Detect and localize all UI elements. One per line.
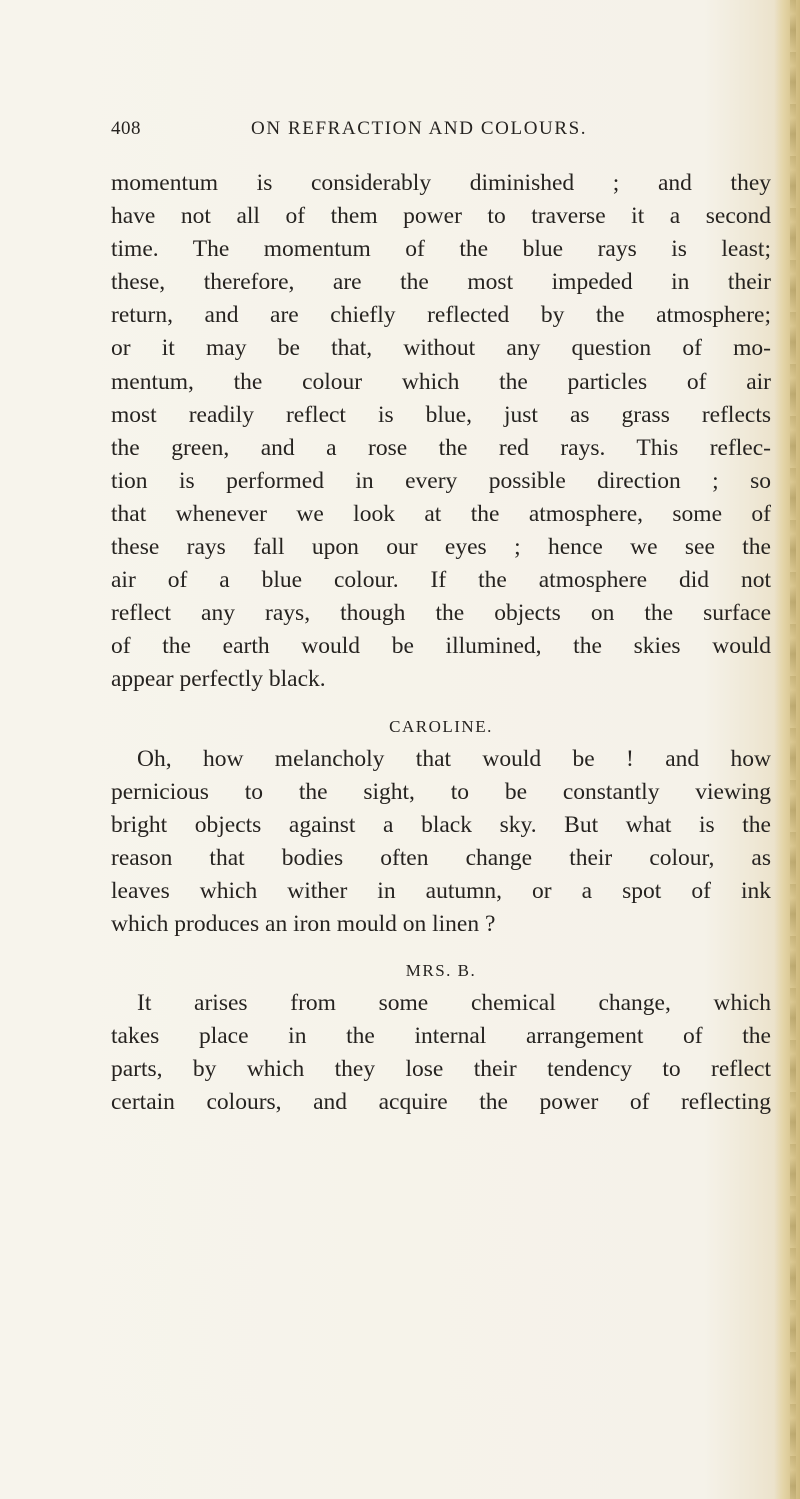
text-line: have not all of them power to traverse it a second [111,203,771,230]
paragraph-3 [111,987,771,1119]
text-line: return, and are chiefly reflected by the atmosphere; [111,302,771,329]
text-line: air of a blue colour. If the atmosphere did not [111,567,771,594]
text-line: of the earth would be illumined, the skies would [111,633,771,660]
text-line: certain colours, and acquire the power of reflecting [111,1089,771,1116]
paragraph-2 [111,743,771,942]
text-line: these rays fall upon our eyes ; hence we see the [111,534,771,561]
text-line: momentum is considerably diminished ; and they [111,170,771,196]
body-text [111,167,771,1119]
text-line: these, therefore, are the most impeded in their [111,269,771,296]
running-head: ON REFRACTION AND COLOURS. [251,118,588,139]
page-header [111,118,651,146]
text-line: which produces an iron mould on linen ? [111,910,496,937]
page-edge [774,0,800,1499]
text-line: tion is performed in every possible direction ; so [111,467,771,494]
text-line: parts, by which they lose their tendency to reflect [111,1056,771,1083]
text-line: mentum, the colour which the particles of air [111,368,771,395]
text-line: takes place in the internal arrangement of the [111,1023,771,1050]
speaker-mrs-b: MRS. B. [405,961,477,981]
text-line: that whenever we look at the atmosphere, some of [111,500,771,527]
text-line: It arises from some chemical change, which [137,990,771,1017]
paragraph-1 [111,167,771,697]
text-line: appear perfectly black. [111,666,326,693]
text-line: time. The momentum of the blue rays is least; [111,236,771,263]
text-line: the green, and a rose the red rays. This reflec- [111,434,771,461]
text-line: Oh, how melancholy that would be ! and how [137,745,771,772]
text-line: pernicious to the sight, to be constantly viewing [111,778,771,805]
text-line: most readily reflect is blue, just as grass reflects [111,401,771,428]
page-edge-shadow [790,0,796,1499]
text-line: reason that bodies often change their colour, as [111,844,771,871]
text-line: reflect any rays, though the objects on the surface [111,600,771,627]
text-line: leaves which wither in autumn, or a spot of ink [111,877,771,904]
page-number: 408 [111,118,141,139]
text-line: or it may be that, without any question of mo- [111,335,771,362]
speaker-caroline: CAROLINE. [389,716,493,736]
text-line: bright objects against a black sky. But what is the [111,811,771,838]
